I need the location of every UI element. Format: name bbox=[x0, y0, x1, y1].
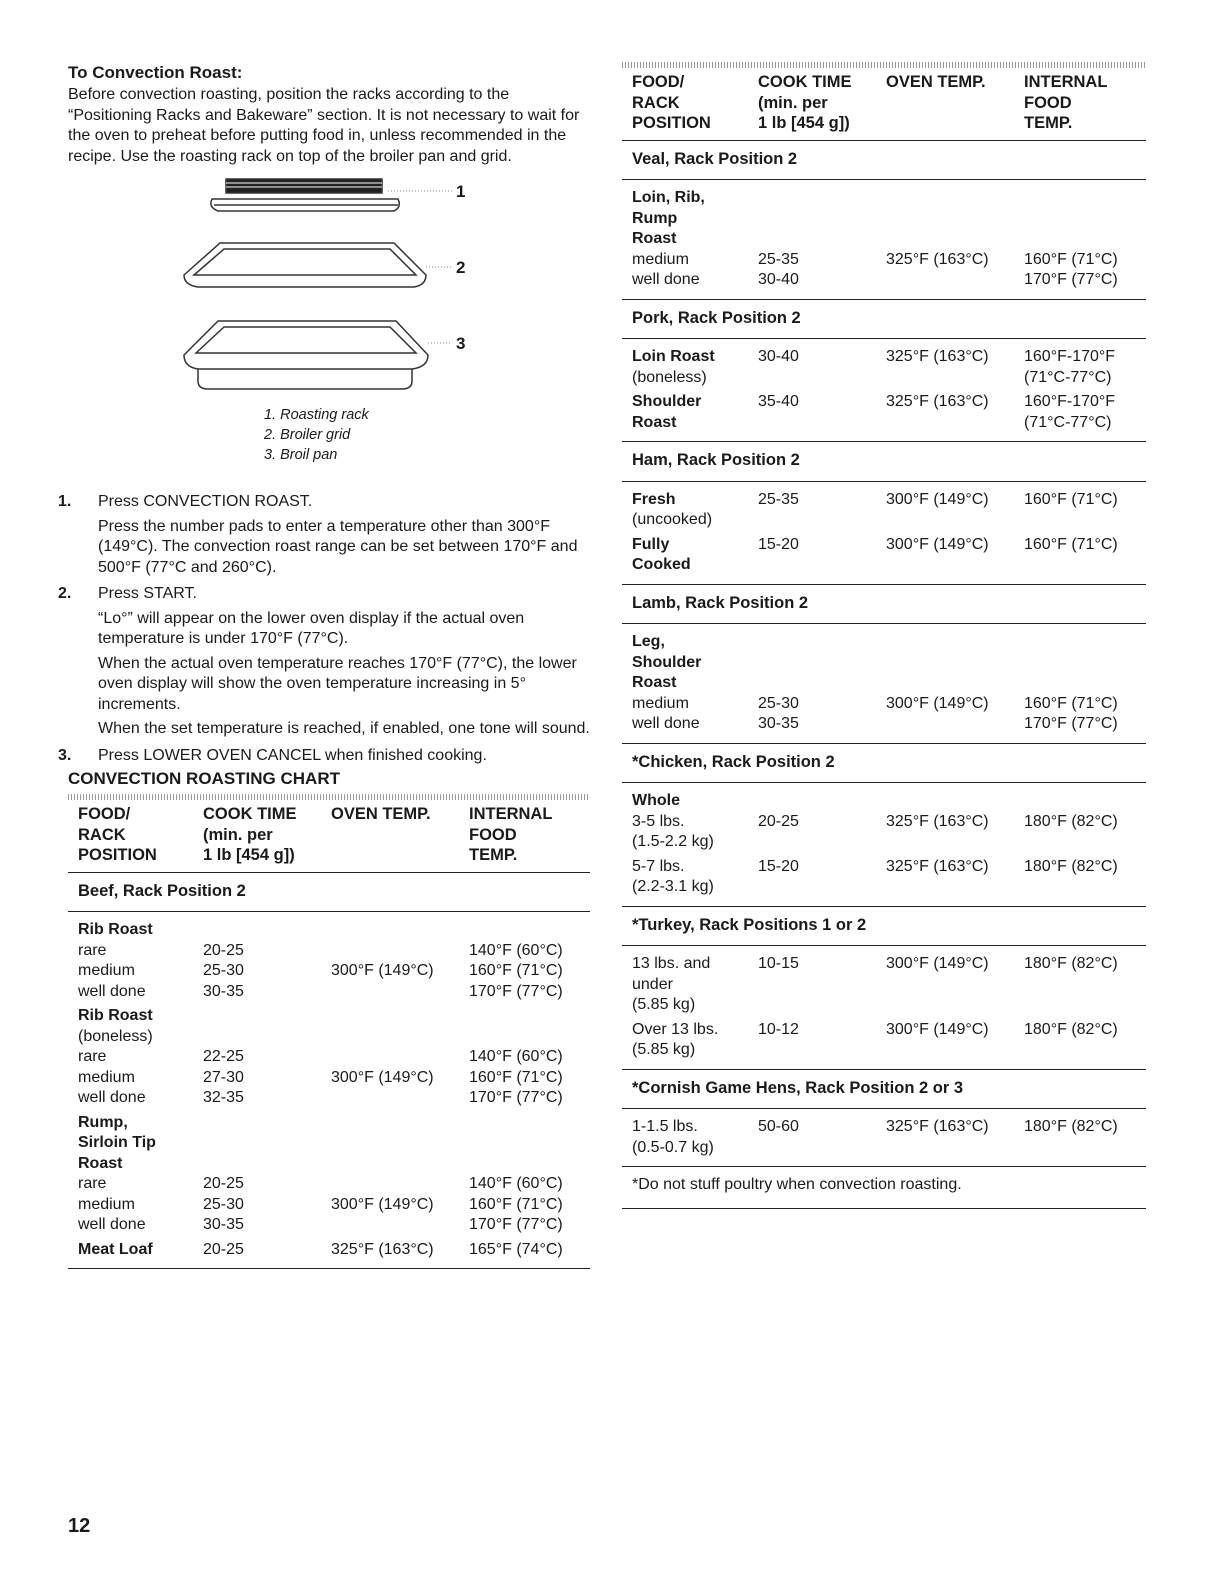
step-title: Press START. bbox=[98, 585, 197, 602]
section-header: Pork, Rack Position 2 bbox=[622, 300, 1146, 340]
internal-temp-cell bbox=[1024, 1138, 1136, 1159]
broiler-grid-icon bbox=[184, 243, 426, 287]
table-row bbox=[632, 653, 1136, 674]
internal-temp-cell bbox=[1024, 832, 1136, 853]
left-table bbox=[68, 873, 590, 1270]
food-cell: medium bbox=[632, 250, 689, 268]
oven-temp-cell: 300°F (149°C) bbox=[886, 535, 989, 553]
callout-1: 1 bbox=[456, 182, 466, 201]
table-row bbox=[78, 1133, 580, 1154]
internal-temp-cell bbox=[1024, 995, 1136, 1016]
section-header: Ham, Rack Position 2 bbox=[622, 442, 1146, 482]
internal-temp-cell: 160°F (71°C) bbox=[1024, 535, 1118, 553]
cook-time-cell bbox=[203, 1006, 331, 1027]
table-row bbox=[78, 1027, 580, 1048]
food-cell: 3-5 lbs. bbox=[632, 812, 685, 830]
table-row bbox=[78, 1113, 580, 1134]
step-item bbox=[58, 492, 590, 578]
cook-time-cell: 10-12 bbox=[758, 1020, 799, 1038]
cook-time-cell bbox=[758, 188, 886, 209]
step-list bbox=[58, 492, 590, 766]
internal-temp-cell bbox=[1024, 510, 1136, 531]
food-cell: (boneless) bbox=[78, 1027, 153, 1045]
section-body bbox=[68, 912, 590, 1269]
cook-time-cell bbox=[758, 995, 886, 1016]
cook-time-cell: 22-25 bbox=[203, 1048, 244, 1065]
cook-time-cell: 30-40 bbox=[758, 348, 799, 365]
internal-temp-cell: 180°F (82°C) bbox=[1024, 857, 1118, 875]
right-table bbox=[622, 141, 1146, 1168]
cook-time-cell: 15-20 bbox=[758, 857, 799, 875]
oven-temp-cell bbox=[886, 832, 1024, 853]
cook-time-cell bbox=[203, 920, 331, 941]
table-row bbox=[78, 1006, 580, 1027]
cook-time-cell bbox=[758, 877, 886, 898]
oven-temp-cell bbox=[886, 975, 1024, 996]
footnote: *Do not stuff poultry when convection roasting. bbox=[622, 1167, 1146, 1209]
cook-time-cell bbox=[758, 510, 886, 531]
step-detail: “Lo°” will appear on the lower oven display if the actual oven temperature is under 170°F (77°C). bbox=[98, 609, 525, 647]
section-body bbox=[622, 624, 1146, 744]
cook-time-cell bbox=[758, 791, 886, 812]
cook-time-cell: 30-35 bbox=[203, 982, 244, 1000]
cook-time-cell bbox=[758, 975, 886, 996]
section-header: *Turkey, Rack Positions 1 or 2 bbox=[622, 907, 1146, 947]
caption-broil-pan: 3. Broil pan bbox=[264, 447, 338, 463]
cook-time-cell bbox=[758, 229, 886, 250]
oven-temp-cell: 300°F (149°C) bbox=[886, 955, 989, 972]
table-row bbox=[632, 694, 1136, 715]
table-row bbox=[632, 877, 1136, 898]
oven-temp-cell bbox=[331, 1027, 469, 1048]
internal-temp-cell bbox=[1024, 209, 1136, 230]
food-cell: (5.85 kg) bbox=[632, 996, 696, 1013]
food-cell: Shoulder bbox=[632, 653, 702, 671]
header-cook-time: COOK TIME (min. per 1 lb [454 g]) bbox=[203, 805, 297, 864]
step-item bbox=[58, 746, 590, 767]
oven-temp-cell bbox=[886, 632, 1024, 653]
cook-time-cell: 25-35 bbox=[758, 250, 799, 268]
internal-temp-cell bbox=[1024, 877, 1136, 898]
section-header: Lamb, Rack Position 2 bbox=[622, 585, 1146, 625]
table-row bbox=[632, 1020, 1136, 1041]
cook-time-cell bbox=[203, 1113, 331, 1134]
section-header: Veal, Rack Position 2 bbox=[622, 141, 1146, 181]
table-row bbox=[632, 368, 1136, 389]
table-row bbox=[632, 714, 1136, 735]
step-detail: When the actual oven temperature reaches 170°F (77°C), the lower oven display will show the oven temperature increasing in 5° increments. bbox=[98, 654, 577, 713]
internal-temp-cell bbox=[1024, 188, 1136, 209]
internal-temp-cell: 160°F (71°C) bbox=[469, 1195, 563, 1213]
table-row bbox=[632, 413, 1136, 434]
internal-temp-cell: 170°F (77°C) bbox=[1024, 715, 1118, 732]
food-cell: Roast bbox=[632, 230, 677, 247]
section-body bbox=[622, 946, 1146, 1070]
food-cell: Sirloin Tip bbox=[78, 1134, 156, 1151]
callout-3: 3 bbox=[456, 334, 466, 353]
table-row bbox=[78, 1215, 580, 1236]
food-cell: Whole bbox=[632, 792, 680, 809]
table-row bbox=[78, 982, 580, 1003]
internal-temp-cell: 160°F (71°C) bbox=[1024, 694, 1118, 712]
cook-time-cell: 30-35 bbox=[758, 715, 799, 732]
food-cell: (1.5-2.2 kg) bbox=[632, 833, 714, 850]
internal-temp-cell: 160°F (71°C) bbox=[1024, 250, 1118, 268]
oven-temp-cell bbox=[886, 413, 1024, 434]
food-cell: well done bbox=[78, 1216, 146, 1233]
cook-time-cell: 25-35 bbox=[758, 490, 799, 508]
internal-temp-cell bbox=[1024, 632, 1136, 653]
table-row bbox=[632, 188, 1136, 209]
figure-captions bbox=[264, 405, 369, 465]
internal-temp-cell: 170°F (77°C) bbox=[469, 1216, 563, 1233]
oven-temp-cell bbox=[331, 1006, 469, 1027]
food-cell: 1-1.5 lbs. bbox=[632, 1118, 698, 1135]
table-row bbox=[632, 555, 1136, 576]
oven-temp-cell: 325°F (163°C) bbox=[886, 250, 989, 268]
oven-temp-cell bbox=[331, 1154, 469, 1175]
food-cell: medium bbox=[78, 1195, 135, 1213]
food-cell: 5-7 lbs. bbox=[632, 857, 685, 875]
food-cell: Shoulder bbox=[632, 393, 702, 410]
food-cell: (0.5-0.7 kg) bbox=[632, 1138, 714, 1156]
internal-temp-cell: 170°F (77°C) bbox=[469, 1089, 563, 1106]
cook-time-cell: 30-35 bbox=[203, 1216, 244, 1233]
table-row bbox=[632, 812, 1136, 833]
table-row bbox=[632, 490, 1136, 511]
oven-temp-cell bbox=[886, 368, 1024, 389]
internal-temp-cell: 180°F (82°C) bbox=[1024, 1118, 1118, 1135]
table-header-right bbox=[622, 68, 1146, 141]
food-cell: rare bbox=[78, 1175, 107, 1192]
food-cell: 13 lbs. and bbox=[632, 955, 711, 972]
cook-time-cell: 20-25 bbox=[203, 1175, 244, 1192]
table-row bbox=[78, 961, 580, 982]
cook-time-cell: 35-40 bbox=[758, 393, 799, 410]
table-row bbox=[632, 673, 1136, 694]
food-cell: Cooked bbox=[632, 556, 691, 573]
internal-temp-cell bbox=[1024, 975, 1136, 996]
food-cell: Rib Roast bbox=[78, 1007, 153, 1024]
cook-time-cell: 27-30 bbox=[203, 1068, 244, 1086]
food-cell: Roast bbox=[632, 674, 677, 691]
table-header-left bbox=[68, 800, 590, 873]
food-cell: Loin Roast bbox=[632, 348, 715, 365]
table-row bbox=[78, 1088, 580, 1109]
table-row bbox=[632, 1040, 1136, 1061]
food-cell: Roast bbox=[78, 1154, 123, 1172]
oven-temp-cell bbox=[886, 995, 1024, 1016]
oven-temp-cell bbox=[331, 941, 469, 962]
step-number: 2. bbox=[58, 585, 72, 602]
cook-time-cell bbox=[758, 1138, 886, 1159]
cook-time-cell bbox=[758, 555, 886, 576]
internal-temp-cell: 170°F (77°C) bbox=[1024, 271, 1118, 288]
table-row bbox=[78, 920, 580, 941]
table-row bbox=[632, 857, 1136, 878]
section-heading: To Convection Roast: bbox=[68, 63, 243, 82]
internal-temp-cell bbox=[1024, 791, 1136, 812]
oven-temp-cell bbox=[331, 982, 469, 1003]
oven-temp-cell: 300°F (149°C) bbox=[886, 1020, 989, 1038]
food-cell: under bbox=[632, 975, 673, 993]
internal-temp-cell: 180°F (82°C) bbox=[1024, 812, 1118, 830]
cook-time-cell: 32-35 bbox=[203, 1089, 244, 1106]
food-cell: Loin, Rib, bbox=[632, 189, 705, 206]
internal-temp-cell: (71°C-77°C) bbox=[1024, 413, 1112, 431]
internal-temp-cell bbox=[1024, 555, 1136, 576]
oven-temp-cell bbox=[886, 1138, 1024, 1159]
food-cell: well done bbox=[78, 982, 146, 1000]
internal-temp-cell bbox=[1024, 673, 1136, 694]
oven-temp-cell: 300°F (149°C) bbox=[886, 694, 989, 712]
chart-title: CONVECTION ROASTING CHART bbox=[68, 769, 340, 788]
cook-time-cell: 25-30 bbox=[758, 694, 799, 712]
header-internal-temp: INTERNAL FOOD TEMP. bbox=[1024, 73, 1108, 132]
food-cell: medium bbox=[632, 694, 689, 712]
header-cook-time: COOK TIME (min. per 1 lb [454 g]) bbox=[758, 73, 852, 132]
table-row bbox=[632, 1138, 1136, 1159]
oven-temp-cell bbox=[886, 714, 1024, 735]
oven-temp-cell bbox=[886, 209, 1024, 230]
caption-broiler-grid: 2. Broiler grid bbox=[264, 427, 351, 443]
cook-time-cell bbox=[758, 653, 886, 674]
table-row bbox=[632, 392, 1136, 413]
cook-time-cell: 20-25 bbox=[758, 812, 799, 830]
internal-temp-cell: 180°F (82°C) bbox=[1024, 1020, 1118, 1038]
table-row bbox=[632, 250, 1136, 271]
internal-temp-cell bbox=[469, 1006, 580, 1027]
internal-temp-cell bbox=[1024, 653, 1136, 674]
cook-time-cell bbox=[758, 368, 886, 389]
food-cell: medium bbox=[78, 1068, 135, 1086]
header-oven-temp: OVEN TEMP. bbox=[331, 805, 431, 823]
oven-temp-cell bbox=[886, 555, 1024, 576]
oven-temp-cell: 300°F (149°C) bbox=[886, 490, 989, 508]
cook-time-cell: 10-15 bbox=[758, 955, 799, 972]
table-row bbox=[78, 1068, 580, 1089]
oven-temp-cell bbox=[331, 1047, 469, 1068]
food-cell: Rib Roast bbox=[78, 921, 153, 938]
food-cell: (boneless) bbox=[632, 368, 707, 386]
cook-time-cell bbox=[758, 209, 886, 230]
section-body bbox=[622, 1109, 1146, 1167]
internal-temp-cell bbox=[469, 1027, 580, 1048]
cook-time-cell: 50-60 bbox=[758, 1118, 799, 1135]
internal-temp-cell bbox=[469, 920, 580, 941]
oven-temp-cell bbox=[331, 1174, 469, 1195]
section-header: Beef, Rack Position 2 bbox=[68, 873, 590, 913]
cook-time-cell bbox=[758, 632, 886, 653]
oven-temp-cell bbox=[331, 1088, 469, 1109]
oven-temp-cell bbox=[886, 188, 1024, 209]
cook-time-cell: 25-30 bbox=[203, 962, 244, 979]
table-row bbox=[632, 632, 1136, 653]
cook-time-cell: 25-30 bbox=[203, 1195, 244, 1213]
internal-temp-cell: (71°C-77°C) bbox=[1024, 368, 1112, 386]
roasting-figure bbox=[68, 167, 590, 492]
oven-temp-cell: 325°F (163°C) bbox=[886, 812, 989, 830]
food-cell: Roast bbox=[632, 413, 677, 431]
cook-time-cell bbox=[758, 832, 886, 853]
step-detail: Press the number pads to enter a temperature other than 300°F (149°C). The convection roast range can be set between 170°F and 500°F (77°C and 260°C). bbox=[98, 517, 578, 576]
oven-temp-cell bbox=[886, 1040, 1024, 1061]
cook-time-cell: 20-25 bbox=[203, 1240, 244, 1258]
internal-temp-cell: 140°F (60°C) bbox=[469, 1048, 563, 1065]
step-number: 1. bbox=[58, 493, 72, 510]
page-number: 12 bbox=[68, 1515, 91, 1537]
cook-time-cell: 15-20 bbox=[758, 535, 799, 553]
table-row bbox=[632, 954, 1136, 975]
cook-time-cell bbox=[203, 1027, 331, 1048]
oven-temp-cell: 325°F (163°C) bbox=[886, 348, 989, 365]
cook-time-cell bbox=[758, 1040, 886, 1061]
cook-time-cell bbox=[758, 673, 886, 694]
food-cell: Rump, bbox=[78, 1113, 128, 1131]
internal-temp-cell: 140°F (60°C) bbox=[469, 941, 563, 959]
section-body bbox=[622, 180, 1146, 300]
internal-temp-cell: 160°F (71°C) bbox=[469, 962, 563, 979]
oven-temp-cell bbox=[886, 270, 1024, 291]
oven-temp-cell: 325°F (163°C) bbox=[886, 393, 989, 410]
internal-temp-cell: 160°F-170°F bbox=[1024, 393, 1116, 410]
food-cell: rare bbox=[78, 1048, 107, 1065]
oven-temp-cell: 325°F (163°C) bbox=[886, 1118, 989, 1135]
step-title: Press CONVECTION ROAST. bbox=[98, 493, 313, 510]
section-header: *Cornish Game Hens, Rack Position 2 or 3 bbox=[622, 1070, 1146, 1110]
header-internal-temp: INTERNAL FOOD TEMP. bbox=[469, 805, 553, 864]
food-cell: Over 13 lbs. bbox=[632, 1020, 719, 1038]
table-row bbox=[632, 347, 1136, 368]
internal-temp-cell: 160°F-170°F bbox=[1024, 348, 1116, 365]
table-row bbox=[78, 941, 580, 962]
internal-temp-cell: 165°F (74°C) bbox=[469, 1240, 563, 1258]
oven-temp-cell bbox=[886, 653, 1024, 674]
oven-temp-cell: 325°F (163°C) bbox=[331, 1240, 434, 1258]
internal-temp-cell bbox=[469, 1133, 580, 1154]
header-food: FOOD/ RACK POSITION bbox=[78, 805, 157, 864]
table-row bbox=[78, 1195, 580, 1216]
internal-temp-cell: 180°F (82°C) bbox=[1024, 955, 1118, 972]
header-oven-temp: OVEN TEMP. bbox=[886, 73, 986, 91]
table-row bbox=[632, 832, 1136, 853]
broil-pan-icon bbox=[184, 321, 428, 389]
oven-temp-cell bbox=[886, 510, 1024, 531]
oven-temp-cell bbox=[886, 877, 1024, 898]
step-detail: When the set temperature is reached, if enabled, one tone will sound. bbox=[98, 720, 590, 737]
table-row bbox=[632, 209, 1136, 230]
food-cell: rare bbox=[78, 941, 107, 959]
step-number: 3. bbox=[58, 746, 72, 764]
header-food: FOOD/ RACK POSITION bbox=[632, 73, 711, 132]
oven-temp-cell: 325°F (163°C) bbox=[886, 857, 989, 875]
table-row bbox=[632, 270, 1136, 291]
internal-temp-cell bbox=[469, 1154, 580, 1175]
food-cell: (uncooked) bbox=[632, 511, 713, 528]
cook-time-cell bbox=[758, 413, 886, 434]
table-row bbox=[632, 510, 1136, 531]
food-cell: well done bbox=[632, 271, 700, 288]
cook-time-cell bbox=[203, 1133, 331, 1154]
table-row bbox=[632, 975, 1136, 996]
oven-temp-cell bbox=[331, 1215, 469, 1236]
food-cell: Fully bbox=[632, 535, 670, 553]
internal-temp-cell: 140°F (60°C) bbox=[469, 1175, 563, 1192]
food-cell: well done bbox=[78, 1089, 146, 1106]
step-title: Press LOWER OVEN CANCEL when finished cooking. bbox=[98, 746, 487, 764]
step-item bbox=[58, 584, 590, 740]
internal-temp-cell: 160°F (71°C) bbox=[469, 1068, 563, 1086]
oven-temp-cell: 300°F (149°C) bbox=[331, 962, 434, 979]
food-cell: medium bbox=[78, 962, 135, 979]
oven-temp-cell bbox=[886, 229, 1024, 250]
internal-temp-cell bbox=[469, 1113, 580, 1134]
table-row bbox=[78, 1047, 580, 1068]
left-column bbox=[58, 62, 590, 1269]
oven-temp-cell bbox=[886, 673, 1024, 694]
oven-temp-cell: 300°F (149°C) bbox=[331, 1068, 434, 1086]
internal-temp-cell bbox=[1024, 229, 1136, 250]
table-row bbox=[632, 535, 1136, 556]
section-header: *Chicken, Rack Position 2 bbox=[622, 744, 1146, 784]
oven-temp-cell bbox=[331, 920, 469, 941]
food-cell: Fresh bbox=[632, 490, 676, 508]
food-cell: Meat Loaf bbox=[78, 1240, 153, 1258]
table-row bbox=[78, 1154, 580, 1175]
section-body bbox=[622, 339, 1146, 442]
cook-time-cell: 20-25 bbox=[203, 941, 244, 959]
internal-temp-cell: 170°F (77°C) bbox=[469, 982, 563, 1000]
oven-temp-cell bbox=[886, 791, 1024, 812]
section-body bbox=[622, 482, 1146, 585]
table-row bbox=[632, 995, 1136, 1016]
cook-time-cell bbox=[203, 1154, 331, 1175]
table-row bbox=[632, 791, 1136, 812]
caption-roasting-rack: 1. Roasting rack bbox=[264, 407, 369, 423]
internal-temp-cell: 160°F (71°C) bbox=[1024, 490, 1118, 508]
food-cell: (2.2-3.1 kg) bbox=[632, 878, 714, 895]
roasting-rack-icon bbox=[211, 179, 399, 211]
table-row bbox=[632, 1117, 1136, 1138]
section-body bbox=[622, 783, 1146, 907]
right-column bbox=[622, 62, 1146, 1209]
cook-time-cell: 30-40 bbox=[758, 271, 799, 288]
oven-temp-cell bbox=[331, 1133, 469, 1154]
food-cell: (5.85 kg) bbox=[632, 1041, 696, 1058]
oven-temp-cell bbox=[331, 1113, 469, 1134]
food-cell: Leg, bbox=[632, 633, 665, 650]
table-row bbox=[78, 1240, 580, 1261]
internal-temp-cell bbox=[1024, 1040, 1136, 1061]
table-row bbox=[78, 1174, 580, 1195]
oven-temp-cell: 300°F (149°C) bbox=[331, 1195, 434, 1213]
table-row bbox=[632, 229, 1136, 250]
food-cell: Rump bbox=[632, 209, 678, 227]
intro-paragraph: Before convection roasting, position the racks according to the “Positioning Racks and Bakeware” section. It is not necessary to wait for the oven to preheat before putting food in, unless recommended in the recipe. Use the roasting rack on top of the broiler pan and grid. bbox=[68, 86, 580, 165]
callout-2: 2 bbox=[456, 258, 466, 277]
food-cell: well done bbox=[632, 715, 700, 732]
